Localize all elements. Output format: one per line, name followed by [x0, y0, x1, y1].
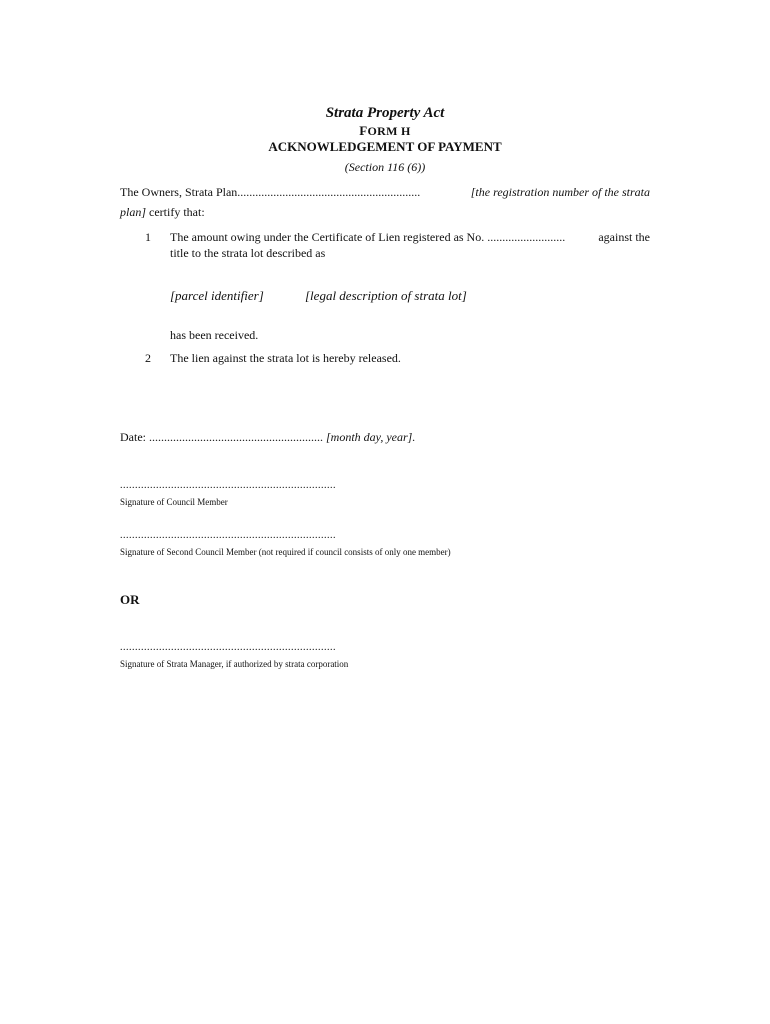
item-number: 1	[145, 230, 151, 244]
form-label	[0, 123, 770, 139]
council-member-signature-line: ........................................................................	[120, 480, 336, 491]
legal-description-placeholder: [legal description of strata lot]	[305, 288, 467, 303]
date-line	[120, 430, 415, 445]
date-field: Date: ..........................................................	[120, 430, 323, 444]
intro-line-1	[120, 185, 650, 200]
section-reference: (Section 116 (6))	[344, 160, 426, 174]
received-text: has been received.	[170, 328, 259, 342]
form-label-initial: F	[359, 123, 368, 138]
intro-line-2	[120, 205, 205, 220]
or-separator: OR	[120, 592, 140, 607]
owners-strata-plan-field: The Owners, Strata Plan.............................................................	[120, 185, 421, 199]
council-member-signature-label: Signature of Council Member	[120, 497, 228, 507]
certify-text: certify that:	[149, 205, 205, 219]
item-number: 2	[145, 351, 151, 365]
item-1-line-1-end: against the	[598, 230, 650, 244]
certificate-of-lien-field: The amount owing under the Certificate of Lien registered as No. ..........................	[170, 230, 566, 244]
second-council-member-signature-line: ........................................................................	[120, 530, 336, 541]
second-council-member-signature-label: Signature of Second Council Member (not required if council consists of only one member)	[120, 547, 451, 557]
act-title: Strata Property Act	[325, 105, 445, 121]
registration-number-placeholder: [the registration number of the strata	[470, 185, 650, 199]
form-label-rest: ORM H	[367, 124, 411, 138]
item-1-line-1	[170, 230, 650, 245]
item-1-line-2: title to the strata lot described as	[170, 246, 326, 260]
form-title: ACKNOWLEDGEMENT OF PAYMENT	[268, 139, 502, 154]
item-2-text: The lien against the strata lot is hereby released.	[170, 351, 401, 365]
strata-manager-signature-line: ........................................................................	[120, 642, 336, 653]
date-placeholder: [month day, year].	[326, 430, 416, 444]
registration-number-placeholder-end: plan]	[120, 205, 147, 219]
parcel-identifier-placeholder: [parcel identifier]	[170, 288, 264, 303]
strata-manager-signature-label: Signature of Strata Manager, if authorized by strata corporation	[120, 659, 349, 669]
